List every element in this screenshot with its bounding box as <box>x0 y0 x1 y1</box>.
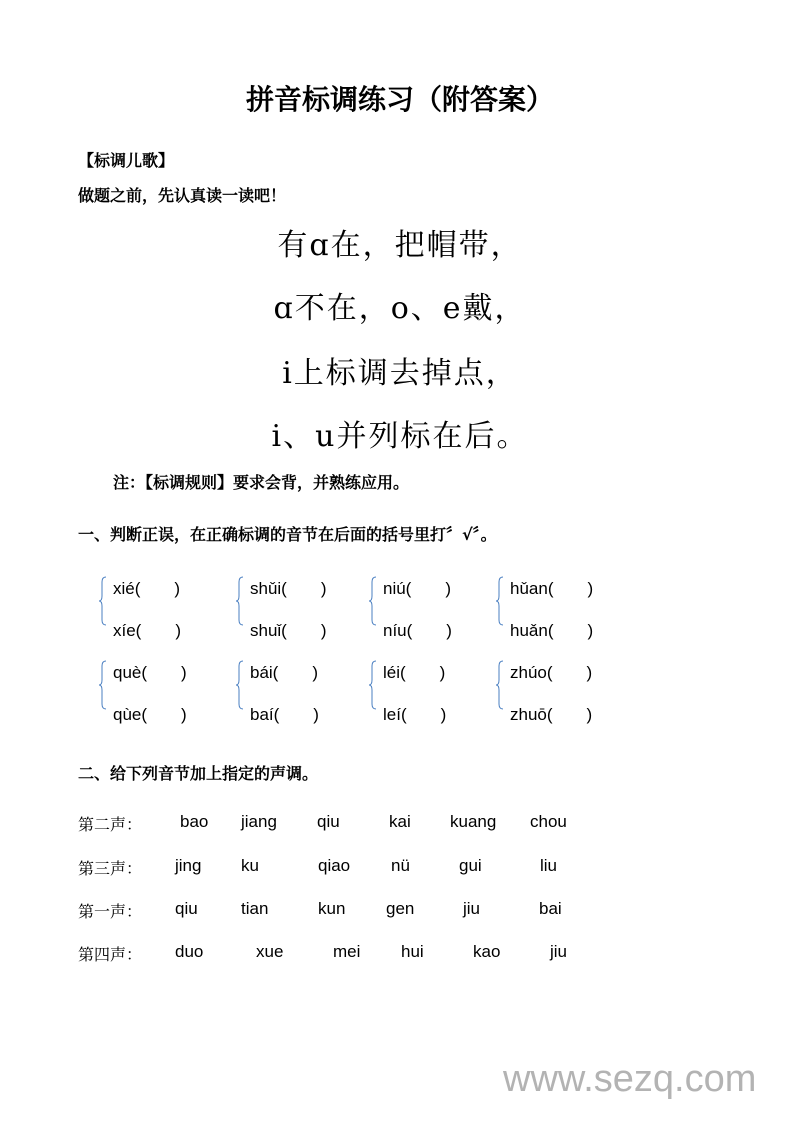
syllable: qiao <box>318 856 351 875</box>
syllable: gui <box>459 856 482 875</box>
brace-icon <box>369 576 377 626</box>
brace-icon <box>236 660 244 710</box>
syllable: jiu <box>463 899 481 918</box>
syllable: kuang <box>450 812 497 831</box>
tone-label: 第三声： <box>78 859 143 878</box>
pinyin-option: shǔi( ) <box>250 579 327 598</box>
brace-icon <box>236 576 244 626</box>
syllable: kao <box>473 942 501 961</box>
section2-heading: 二、给下列音节加上指定的声调。 <box>78 764 319 783</box>
syllable: qiu <box>317 812 340 831</box>
brace-icon <box>99 576 107 626</box>
syllable: jiang <box>241 812 277 831</box>
brace-icon <box>99 660 107 710</box>
note-text: 注：【标调规则】要求会背，并熟练应用。 <box>113 473 410 492</box>
song-heading: 【标调儿歌】 <box>78 151 175 170</box>
brace-icon <box>369 660 377 710</box>
pinyin-option: shuǐ( ) <box>250 621 327 640</box>
syllable: jiu <box>550 942 568 961</box>
syllable: chou <box>530 812 567 831</box>
pinyin-option: niú( ) <box>383 579 452 598</box>
pinyin-option: bái( ) <box>250 663 319 682</box>
pinyin-option: hǔan( ) <box>510 579 594 598</box>
tone-label: 第四声： <box>78 945 143 964</box>
syllable: liu <box>540 856 558 875</box>
pinyin-option: níu( ) <box>383 621 452 640</box>
syllable: bao <box>180 812 209 831</box>
syllable: qiu <box>175 899 198 918</box>
pinyin-option: huǎn( ) <box>510 621 594 640</box>
poem-line: ɑ不在，o、e戴， <box>273 291 527 326</box>
pinyin-option: qùe( ) <box>113 705 187 724</box>
syllable: duo <box>175 942 204 961</box>
poem-line: i、u并列标在后。 <box>271 419 529 454</box>
syllable: kun <box>318 899 346 918</box>
pinyin-option: xié( ) <box>113 579 181 598</box>
pinyin-option: leí( ) <box>383 705 447 724</box>
pinyin-option: léi( ) <box>383 663 446 682</box>
syllable: nü <box>391 856 410 875</box>
syllable: tian <box>241 899 269 918</box>
poem-line: 有ɑ在，把帽带， <box>277 228 523 263</box>
syllable: jing <box>175 856 202 875</box>
intro-text: 做题之前，先认真读一读吧！ <box>78 186 287 205</box>
syllable: hui <box>401 942 424 961</box>
pinyin-option: què( ) <box>113 663 187 682</box>
page-title: 拼音标调练习（附答案） <box>245 83 554 116</box>
brace-icon <box>496 660 504 710</box>
syllable: xue <box>256 942 284 961</box>
pinyin-option: xíe( ) <box>113 621 181 640</box>
syllable: kai <box>389 812 411 831</box>
syllable: bai <box>539 899 562 918</box>
pinyin-option: zhúo( ) <box>510 663 593 682</box>
syllable: gen <box>386 899 415 918</box>
tone-label: 第一声： <box>78 902 143 921</box>
pinyin-option: baí( ) <box>250 705 319 724</box>
tone-label: 第二声： <box>78 815 143 834</box>
section1-heading: 一、判断正误，在正确标调的音节在后面的括号里打〞√〞。 <box>78 525 497 544</box>
brace-icon <box>496 576 504 626</box>
watermark: www.sezq.com <box>503 1058 757 1100</box>
pinyin-option: zhuō( ) <box>510 705 593 724</box>
syllable: ku <box>241 856 259 875</box>
syllable: mei <box>333 942 361 961</box>
poem-line: i上标调去掉点， <box>282 356 518 391</box>
